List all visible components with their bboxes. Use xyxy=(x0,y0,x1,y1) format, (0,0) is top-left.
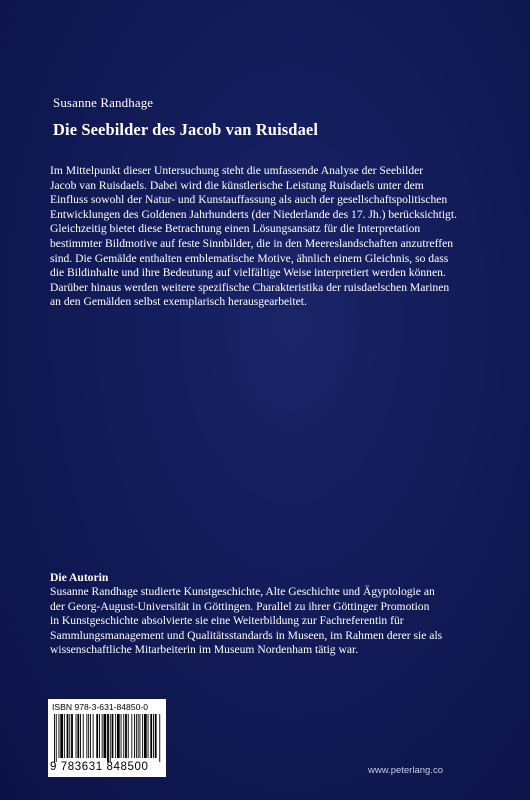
barcode-bar xyxy=(140,714,141,758)
barcode-bar xyxy=(60,714,63,758)
book-description xyxy=(50,164,470,310)
barcode-bar xyxy=(99,714,100,758)
description-line: Gleichzeitig bietet diese Betrachtung einen Lösungsansatz für die Interpretation xyxy=(50,222,421,236)
barcode-bar xyxy=(117,714,120,758)
barcode-bar xyxy=(144,714,147,758)
barcode-bar xyxy=(123,714,124,758)
bio-line: der Georg-August-Universität in Göttingen. Parallel zu ihrer Göttinger Promotion xyxy=(50,599,430,613)
book-title: Die Seebilder des Jacob van Ruisdael xyxy=(53,120,319,139)
description-line: Entwicklungen des Goldenen Jahrhunderts (der Niederlande des 17. Jh.) berücksichtigt. xyxy=(50,207,457,221)
barcode-bar xyxy=(159,714,160,762)
barcode-bar xyxy=(102,714,103,758)
barcode-bar xyxy=(148,714,149,758)
description-line: bestimmter Bildmotive auf feste Sinnbilder, die in den Meereslandschaften anzutreffen xyxy=(50,236,454,250)
description-line: Im Mittelpunkt dieser Untersuchung steht die umfassende Analyse der Seebilder xyxy=(50,164,424,177)
barcode-bar xyxy=(112,714,114,758)
author-bio-heading: Die Autorin xyxy=(50,571,109,584)
barcode-bar xyxy=(138,714,139,758)
barcode-bar xyxy=(86,714,87,758)
publisher-website: www.peterlang.co xyxy=(368,765,443,776)
barcode-bar xyxy=(142,714,143,758)
barcode-bar xyxy=(76,714,77,758)
barcode-bar xyxy=(125,714,127,758)
barcode-bar xyxy=(83,714,84,758)
description-line: sind. Die Gemälde enthalten emblematische Motive, ähnlich einem Gleichnis, so dass xyxy=(50,251,449,265)
barcode-bar xyxy=(93,714,94,758)
barcode-bar xyxy=(54,714,55,762)
bio-line: wissenschaftliche Mitarbeiterin im Museum Nordenham tätig war. xyxy=(50,643,359,657)
barcode-bar xyxy=(69,714,70,758)
barcode-bar xyxy=(96,714,98,758)
description-line: an den Gemälden selbst exemplarisch herausgearbeitet. xyxy=(50,295,307,309)
barcode-bar xyxy=(56,714,57,762)
barcode-bar xyxy=(77,714,79,758)
barcode-bar xyxy=(155,714,157,758)
barcode-bar xyxy=(71,714,73,758)
barcode-bar xyxy=(67,714,69,758)
barcode-bar xyxy=(134,714,135,758)
barcode-bar xyxy=(131,714,132,758)
barcode-bar xyxy=(107,714,109,762)
description-line: Darüber hinaus werden weitere spezifische Charakteristika der ruisdaelschen Marinen xyxy=(50,280,450,294)
barcode-digits: 9 783631 848500 xyxy=(50,761,149,773)
barcode-bar xyxy=(80,714,81,758)
barcode-bar xyxy=(136,714,137,758)
barcode-bar xyxy=(104,714,107,758)
barcode-bar xyxy=(59,714,60,758)
barcode-bar xyxy=(88,714,89,758)
description-line: Jacob van Ruisdaels. Dabei wird die künstlerische Leistung Ruisdaels unter dem xyxy=(50,178,424,192)
author-name: Susanne Randhage xyxy=(53,95,154,110)
bio-line: Sammlungsmanagement und Qualitätsstandards in Museen, im Rahmen derer sie als xyxy=(50,628,443,642)
barcode-bar xyxy=(64,714,65,758)
barcode-bars xyxy=(54,714,162,762)
barcode-bar xyxy=(110,714,111,762)
barcode-bar xyxy=(121,714,122,758)
barcode-bar xyxy=(90,714,91,758)
barcode-bar xyxy=(153,714,154,758)
barcode-bar xyxy=(115,714,116,758)
bio-line: in Kunstgeschichte absolvierte sie eine Weiterbildung zur Fachreferentin für xyxy=(50,614,404,628)
isbn-barcode xyxy=(48,699,166,777)
barcode-bar xyxy=(128,714,129,758)
bio-line: Susanne Randhage studierte Kunstgeschichte, Alte Geschichte und Ägyptologie an xyxy=(50,585,435,598)
barcode-bar xyxy=(150,714,152,758)
description-line: Einfluss sowohl der Natur- und Kunstauffassung als auch der gesellschaftspolitischen xyxy=(50,193,448,207)
isbn-label: ISBN 978-3-631-84850-0 xyxy=(52,702,149,712)
author-bio xyxy=(50,585,490,658)
description-line: die Bildinhalte und ihre Bedeutung auf vielfältige Weise interpretiert werden können. xyxy=(50,266,446,280)
